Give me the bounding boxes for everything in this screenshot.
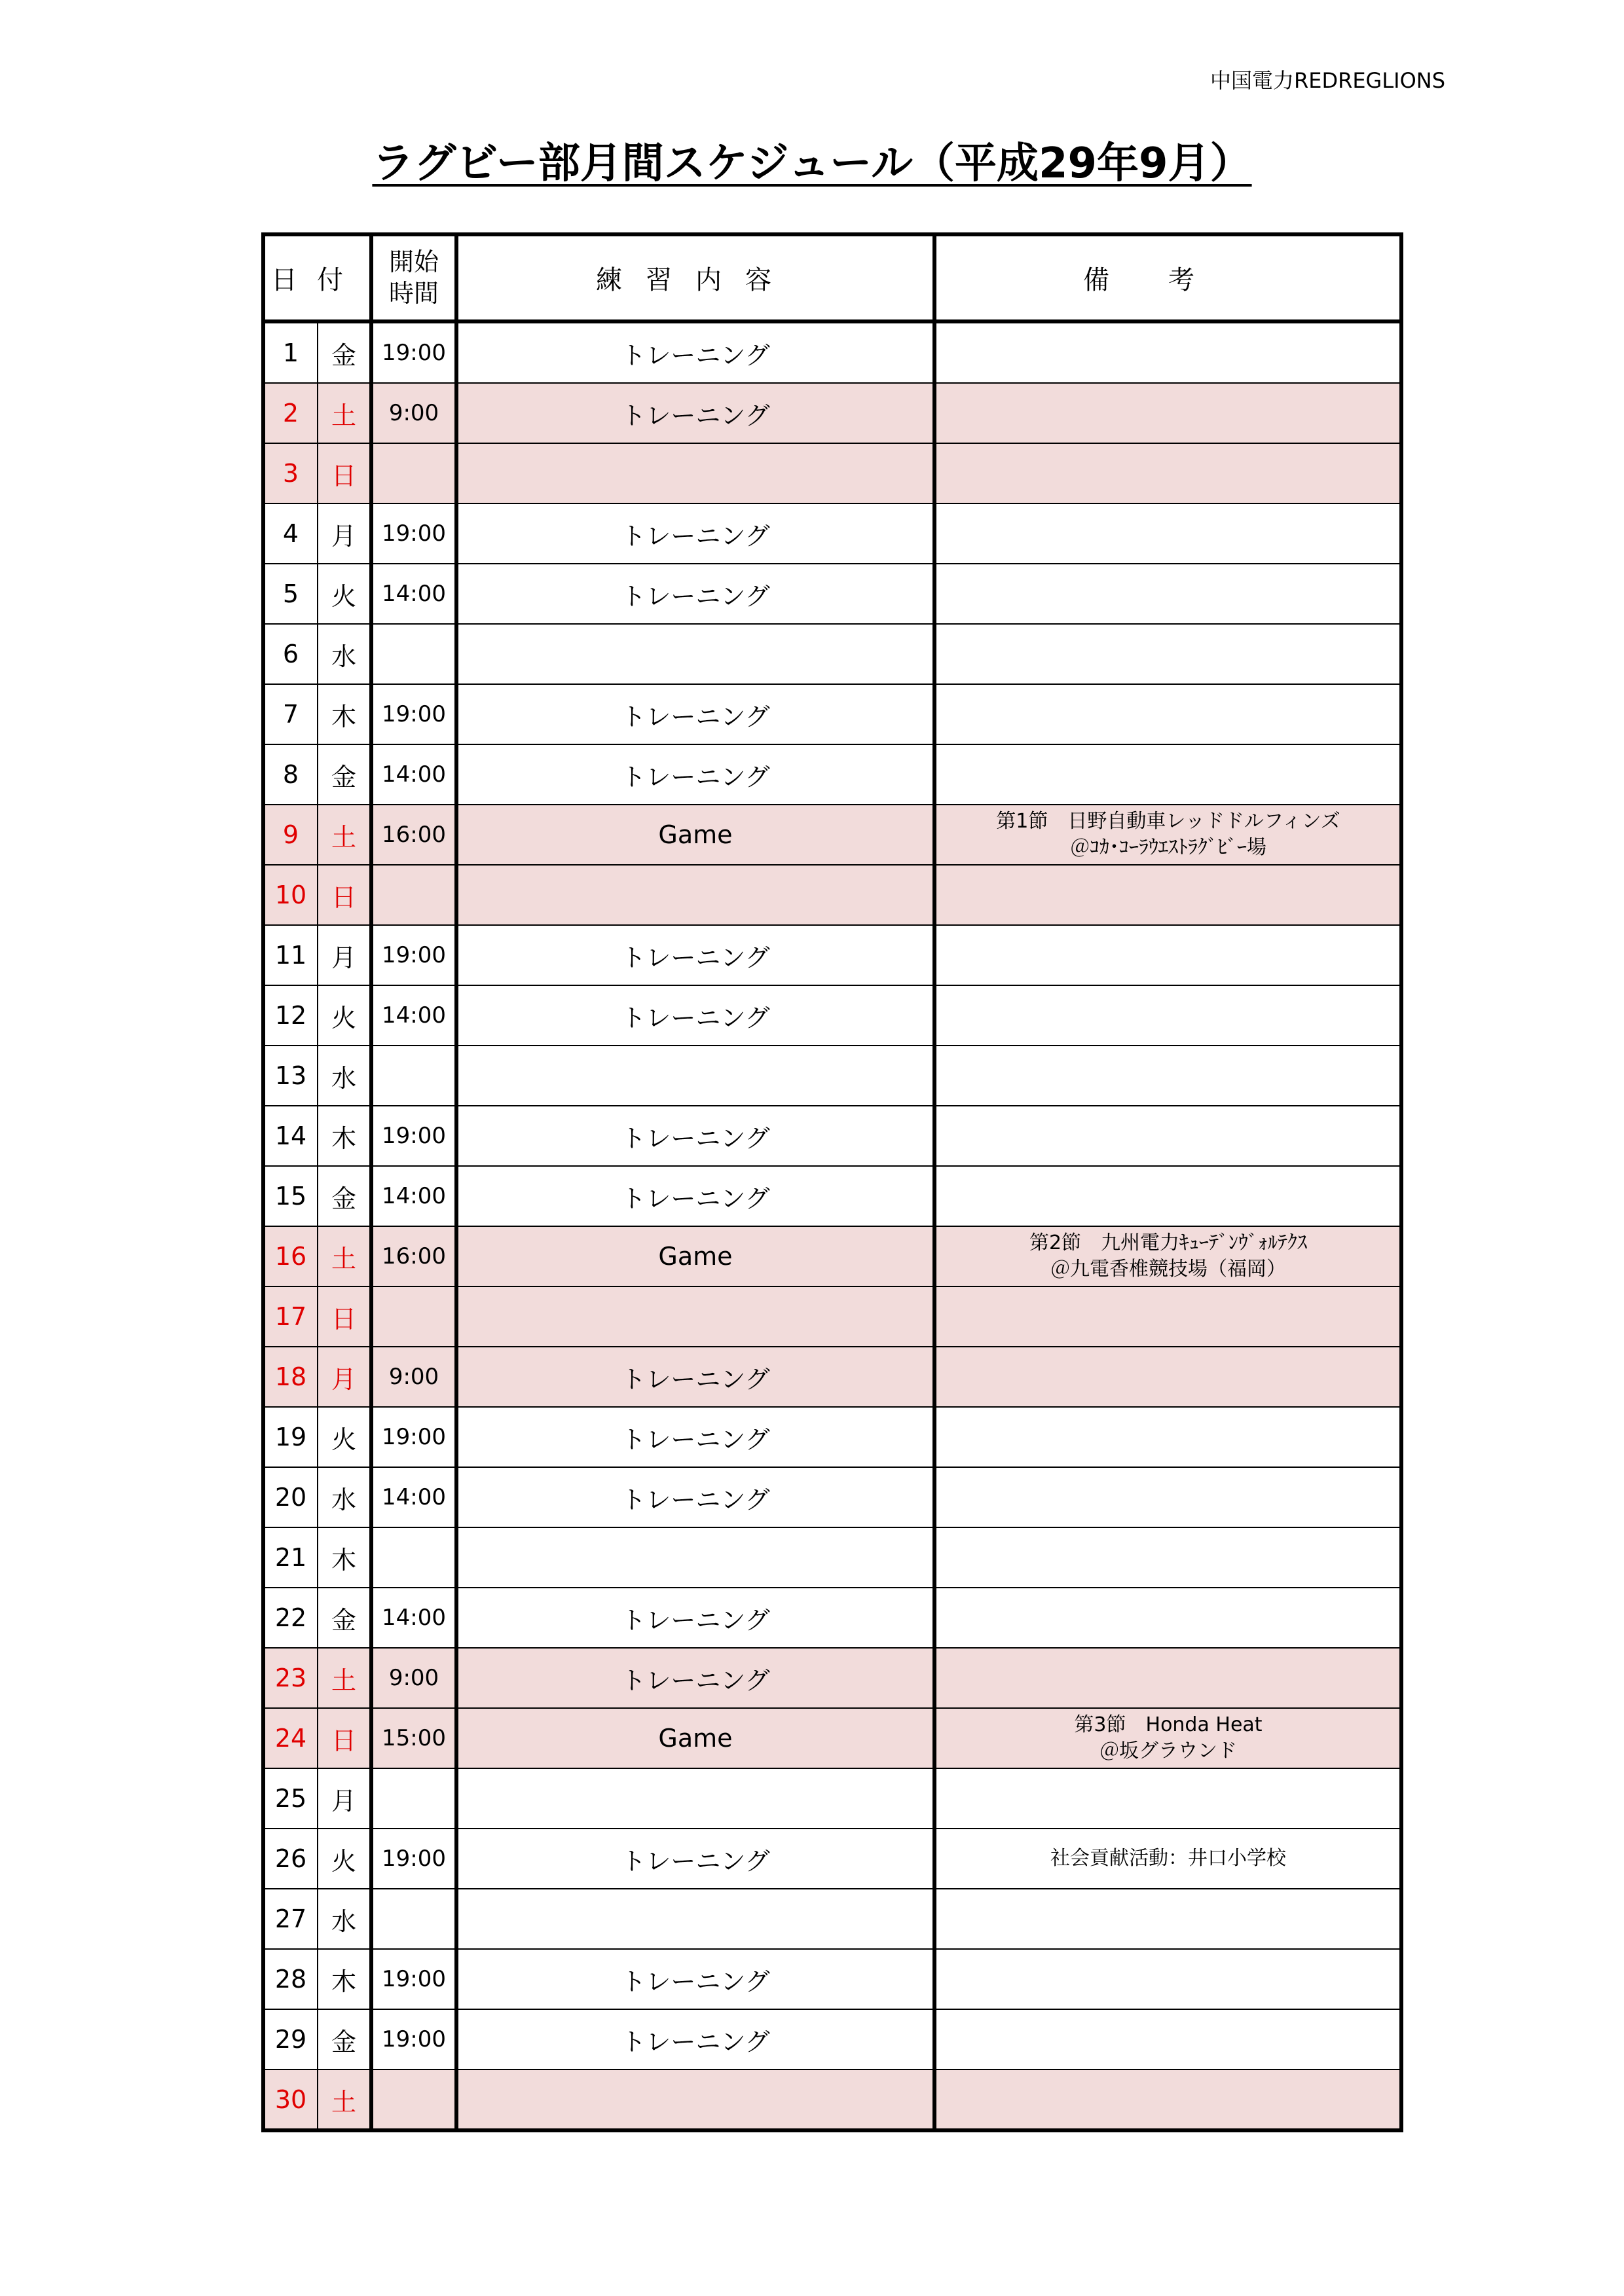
weekday-cell: 金 (318, 2009, 371, 2069)
content-cell: Game (456, 1708, 934, 1768)
start-time-cell (371, 443, 456, 503)
day-cell: 30 (264, 2069, 318, 2130)
note-cell (934, 865, 1401, 925)
content-cell: トレーニング (456, 1829, 934, 1889)
day-cell: 11 (264, 925, 318, 985)
content-cell (456, 1768, 934, 1829)
note-cell (934, 925, 1401, 985)
table-row (264, 2069, 1401, 2130)
table-row (264, 1226, 1401, 1286)
day-cell: 10 (264, 865, 318, 925)
weekday-cell: 木 (318, 1527, 371, 1588)
start-time-cell (371, 1768, 456, 1829)
start-time-cell: 14:00 (371, 1166, 456, 1226)
note-cell (934, 1527, 1401, 1588)
note-line-2: ＠坂グラウンド (1099, 1740, 1237, 1762)
note-cell (934, 1768, 1401, 1829)
table-row (264, 443, 1401, 503)
table-row (264, 805, 1401, 865)
table-row (264, 684, 1401, 744)
day-cell: 4 (264, 503, 318, 564)
start-time-cell: 16:00 (371, 1226, 456, 1286)
note-cell (934, 744, 1401, 805)
day-cell: 24 (264, 1708, 318, 1768)
start-time-cell: 14:00 (371, 1588, 456, 1648)
day-cell: 9 (264, 805, 318, 865)
content-cell (456, 1889, 934, 1949)
day-cell: 6 (264, 624, 318, 684)
start-time-cell: 16:00 (371, 805, 456, 865)
start-time-cell (371, 624, 456, 684)
weekday-cell: 土 (318, 383, 371, 443)
table-row (264, 2009, 1401, 2069)
weekday-cell: 土 (318, 1226, 371, 1286)
table-row (264, 1166, 1401, 1226)
weekday-cell: 火 (318, 1829, 371, 1889)
content-cell: Game (456, 1226, 934, 1286)
note-line-2: ＠九電香椎競技場（福岡） (1050, 1258, 1286, 1281)
weekday-cell: 土 (318, 2069, 371, 2130)
content-cell: トレーニング (456, 564, 934, 624)
note-cell (934, 1889, 1401, 1949)
weekday-cell: 月 (318, 1347, 371, 1407)
day-cell: 1 (264, 321, 318, 383)
start-time-cell: 9:00 (371, 1648, 456, 1708)
start-time-cell: 19:00 (371, 1949, 456, 2009)
content-cell: トレーニング (456, 1467, 934, 1527)
table-row (264, 1708, 1401, 1768)
note-cell (934, 2009, 1401, 2069)
note-cell (934, 805, 1401, 865)
content-cell (456, 1046, 934, 1106)
day-cell: 20 (264, 1467, 318, 1527)
content-cell: トレーニング (456, 985, 934, 1046)
note-cell (934, 1407, 1401, 1467)
content-cell: トレーニング (456, 1949, 934, 2009)
note-cell (934, 1648, 1401, 1708)
start-time-cell: 14:00 (371, 564, 456, 624)
weekday-cell: 日 (318, 443, 371, 503)
note-cell (934, 1286, 1401, 1347)
start-time-cell: 9:00 (371, 1347, 456, 1407)
day-cell: 7 (264, 684, 318, 744)
weekday-cell: 水 (318, 1889, 371, 1949)
content-cell: トレーニング (456, 503, 934, 564)
table-row (264, 1588, 1401, 1648)
weekday-cell: 日 (318, 1286, 371, 1347)
table-row (264, 925, 1401, 985)
organization-name: 中国電力REDREGLIONS (1210, 68, 1446, 93)
weekday-cell: 土 (318, 805, 371, 865)
note-cell (934, 2069, 1401, 2130)
start-time-cell: 14:00 (371, 744, 456, 805)
table-row (264, 321, 1401, 383)
day-cell: 13 (264, 1046, 318, 1106)
table-row (264, 1467, 1401, 1527)
table-row (264, 1286, 1401, 1347)
weekday-cell: 日 (318, 1708, 371, 1768)
day-cell: 21 (264, 1527, 318, 1588)
weekday-cell: 水 (318, 1046, 371, 1106)
weekday-cell: 木 (318, 684, 371, 744)
day-cell: 29 (264, 2009, 318, 2069)
day-cell: 23 (264, 1648, 318, 1708)
note-line-1: 第2節 九州電力ｷｭｰﾃﾞﾝｳﾞｫﾙﾃｸｽ (1029, 1231, 1308, 1254)
note-cell (934, 321, 1401, 383)
start-time-cell (371, 1286, 456, 1347)
day-cell: 26 (264, 1829, 318, 1889)
note-cell (934, 1708, 1401, 1768)
table-row (264, 564, 1401, 624)
day-cell: 15 (264, 1166, 318, 1226)
weekday-cell: 月 (318, 503, 371, 564)
day-cell: 2 (264, 383, 318, 443)
weekday-cell: 金 (318, 744, 371, 805)
content-cell: トレーニング (456, 383, 934, 443)
note-line-1: 第1節 日野自動車レッドドルフィンズ (996, 810, 1340, 833)
weekday-cell: 月 (318, 925, 371, 985)
weekday-cell: 木 (318, 1106, 371, 1166)
day-cell: 5 (264, 564, 318, 624)
note-line-1: 社会貢献活動：井口小学校 (1050, 1847, 1286, 1870)
note-line-2: ＠ｺｶ･ｺｰﾗｳｴｽﾄﾗｸﾞﾋﾞｰ場 (1070, 836, 1266, 859)
page-title: ラグビー部月間スケジュール（平成29年9月） (372, 139, 1252, 188)
note-cell (934, 1467, 1401, 1527)
table-row (264, 1889, 1401, 1949)
day-cell: 28 (264, 1949, 318, 2009)
start-time-cell: 19:00 (371, 1106, 456, 1166)
content-cell: トレーニング (456, 321, 934, 383)
content-cell: トレーニング (456, 925, 934, 985)
note-cell (934, 1347, 1401, 1407)
day-cell: 3 (264, 443, 318, 503)
weekday-cell: 金 (318, 1166, 371, 1226)
start-time-cell: 14:00 (371, 1467, 456, 1527)
day-cell: 18 (264, 1347, 318, 1407)
start-time-cell (371, 865, 456, 925)
start-time-cell (371, 1527, 456, 1588)
table-row (264, 1829, 1401, 1889)
day-cell: 27 (264, 1889, 318, 1949)
header-start-time: 開始 時間 (371, 235, 456, 321)
start-time-cell: 19:00 (371, 684, 456, 744)
start-time-cell: 15:00 (371, 1708, 456, 1768)
note-cell (934, 1046, 1401, 1106)
table-row (264, 985, 1401, 1046)
content-cell (456, 443, 934, 503)
note-cell (934, 1226, 1401, 1286)
weekday-cell: 日 (318, 865, 371, 925)
table-row (264, 1347, 1401, 1407)
table-row (264, 1648, 1401, 1708)
content-cell: トレーニング (456, 1407, 934, 1467)
start-time-cell: 14:00 (371, 985, 456, 1046)
start-time-cell: 19:00 (371, 1829, 456, 1889)
content-cell: トレーニング (456, 1106, 934, 1166)
table-row (264, 383, 1401, 443)
start-time-cell: 19:00 (371, 1407, 456, 1467)
content-cell: トレーニング (456, 1588, 934, 1648)
table-row (264, 1768, 1401, 1829)
weekday-cell: 水 (318, 624, 371, 684)
content-cell (456, 865, 934, 925)
content-cell: トレーニング (456, 1347, 934, 1407)
table-row (264, 1106, 1401, 1166)
content-cell (456, 1527, 934, 1588)
header-row (264, 235, 1401, 321)
note-cell (934, 1829, 1401, 1889)
table-row (264, 1527, 1401, 1588)
table-row (264, 1046, 1401, 1106)
weekday-cell: 火 (318, 564, 371, 624)
schedule-table (263, 234, 1401, 2130)
day-cell: 14 (264, 1106, 318, 1166)
start-time-cell: 19:00 (371, 925, 456, 985)
start-time-cell (371, 1889, 456, 1949)
header-content: 練習内容 (456, 235, 934, 321)
note-cell (934, 684, 1401, 744)
content-cell: トレーニング (456, 1166, 934, 1226)
content-cell: トレーニング (456, 684, 934, 744)
content-cell: トレーニング (456, 2009, 934, 2069)
table-row (264, 744, 1401, 805)
content-cell (456, 624, 934, 684)
start-time-cell (371, 2069, 456, 2130)
note-cell (934, 624, 1401, 684)
day-cell: 8 (264, 744, 318, 805)
start-time-cell: 19:00 (371, 503, 456, 564)
note-cell (934, 503, 1401, 564)
table-row (264, 865, 1401, 925)
content-cell: トレーニング (456, 744, 934, 805)
weekday-cell: 水 (318, 1467, 371, 1527)
weekday-cell: 火 (318, 1407, 371, 1467)
day-cell: 12 (264, 985, 318, 1046)
note-cell (934, 985, 1401, 1046)
day-cell: 19 (264, 1407, 318, 1467)
table-row (264, 1949, 1401, 2009)
page-title-wrap (0, 130, 1624, 190)
weekday-cell: 火 (318, 985, 371, 1046)
note-cell (934, 564, 1401, 624)
note-cell (934, 383, 1401, 443)
note-cell (934, 1166, 1401, 1226)
day-cell: 22 (264, 1588, 318, 1648)
day-cell: 25 (264, 1768, 318, 1829)
start-time-cell: 19:00 (371, 321, 456, 383)
content-cell (456, 2069, 934, 2130)
weekday-cell: 金 (318, 321, 371, 383)
header-date: 日付 (264, 235, 371, 321)
weekday-cell: 金 (318, 1588, 371, 1648)
start-time-cell (371, 1046, 456, 1106)
note-line-1: 第3節 Honda Heat (1074, 1713, 1263, 1736)
content-cell: トレーニング (456, 1648, 934, 1708)
table-row (264, 503, 1401, 564)
weekday-cell: 土 (318, 1648, 371, 1708)
header-note: 備考 (934, 235, 1401, 321)
content-cell (456, 1286, 934, 1347)
note-cell (934, 443, 1401, 503)
start-time-cell: 19:00 (371, 2009, 456, 2069)
start-time-cell: 9:00 (371, 383, 456, 443)
note-cell (934, 1588, 1401, 1648)
weekday-cell: 月 (318, 1768, 371, 1829)
day-cell: 17 (264, 1286, 318, 1347)
schedule-body (264, 321, 1401, 2130)
day-cell: 16 (264, 1226, 318, 1286)
note-cell (934, 1949, 1401, 2009)
table-row (264, 624, 1401, 684)
content-cell: Game (456, 805, 934, 865)
note-cell (934, 1106, 1401, 1166)
table-row (264, 1407, 1401, 1467)
weekday-cell: 木 (318, 1949, 371, 2009)
